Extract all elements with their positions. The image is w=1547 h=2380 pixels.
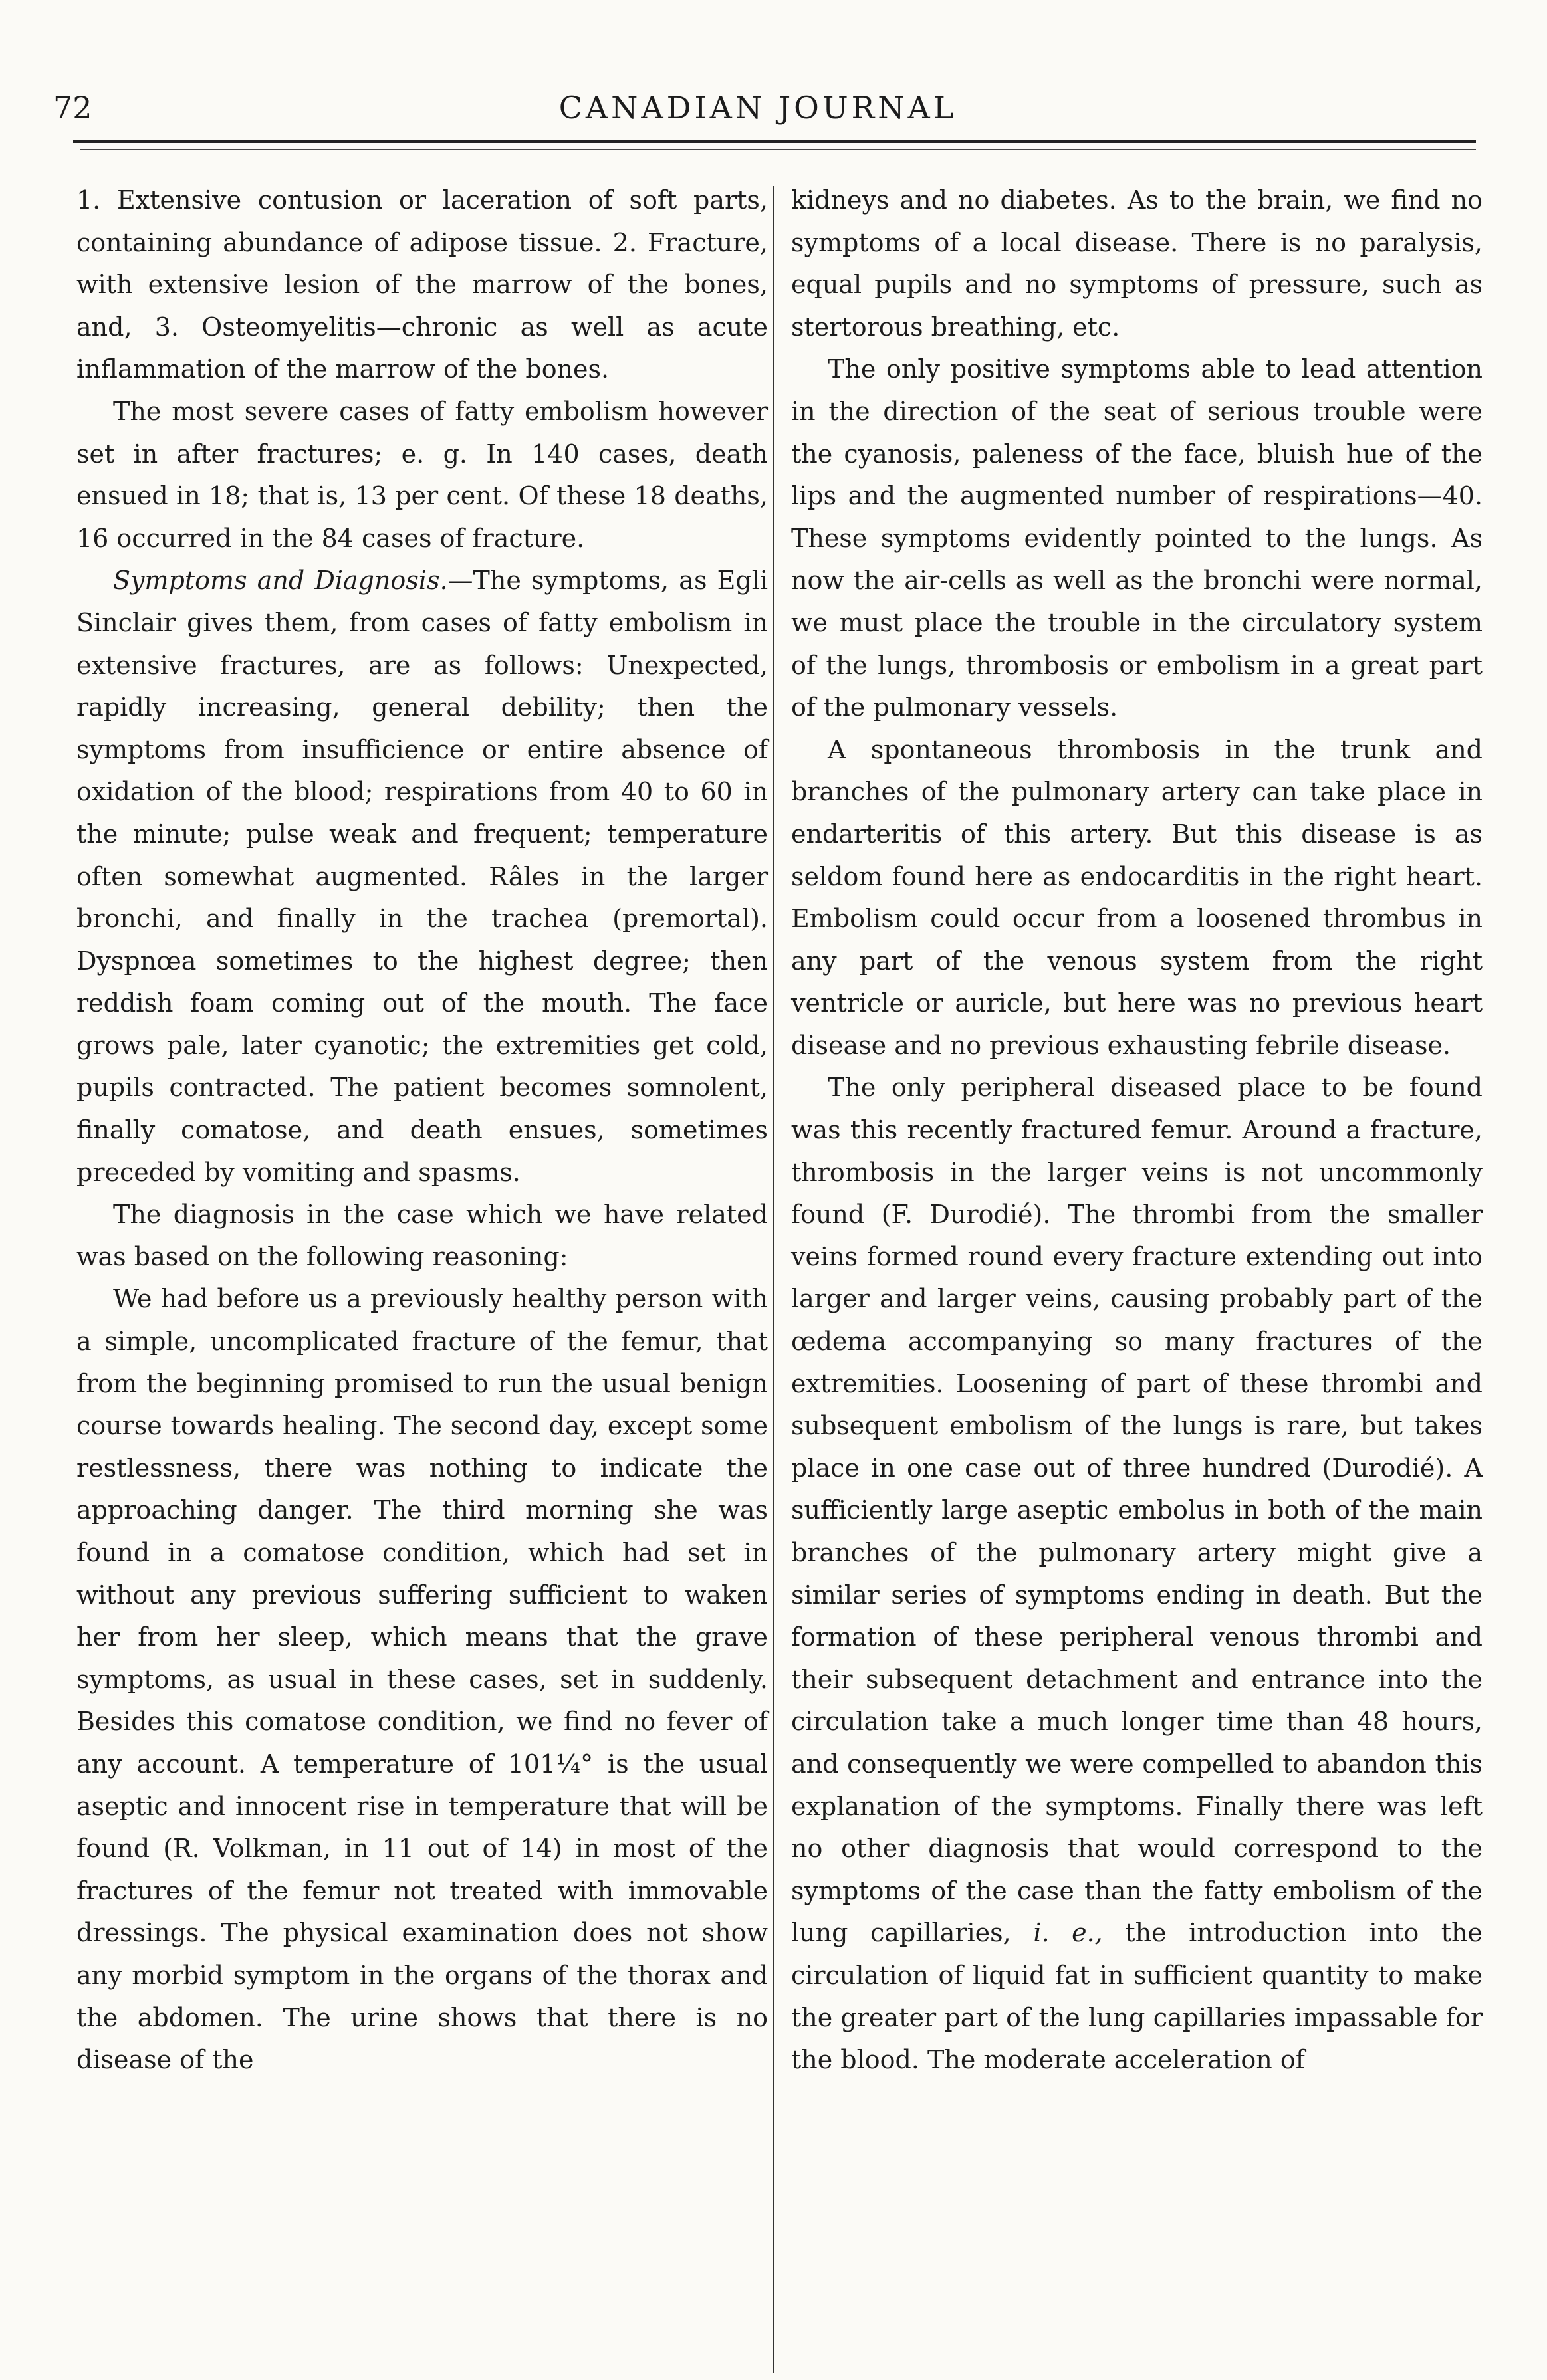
running-title: CANADIAN JOURNAL	[558, 90, 957, 126]
section-heading: Symptoms and Diagnosis.	[113, 566, 448, 595]
paragraph: The most severe cases of fatty embolism however set in after fractures; e. g. In 140 cases, death ensued in 18; that is, 13 per cent. Of these 18 deaths, 16 occurred in the 84 cases of fracture.	[76, 396, 768, 553]
paragraph: We had before us a previously healthy person with a simple, uncomplicated fracture of the femur, that from the beginning promised to run the usual benign course towards healing. The second day, except some restlessness, there was nothing to indicate the approaching danger. The third morning she was found in a comatose condition, which had set in without any previous suffering sufficient to waken her from her sleep, which means that the grave symptoms, as usual in these cases, set in suddenly. Besides this comatose condition, we find no fever of any account. A temperature of 101¼° is the usual aseptic and innocent rise in temperature that will be found (R. Volkman, in 11 out of 14) in most of the fractures of the femur not treated with immovable dressings. The physical examination does not show any morbid symptom in the organs of the thorax and the abdomen. The urine shows that there is no disease of the	[76, 1284, 768, 2075]
paragraph: The diagnosis in the case which we have related was based on the following reasoning:	[76, 1200, 768, 1271]
paragraph-text: the introduction into the circulation of liquid fat in sufficient quantity to make the greater part of the lung capillaries impassable for the blood. The moderate acceleration of	[791, 1918, 1483, 2075]
paragraph: A spontaneous thrombosis in the trunk and branches of the pulmonary artery can take place in endarteritis of this artery. But this disease is as seldom found here as endocarditis in the right heart. Embolism could occur from a loosened thrombus in any part of the venous system from the right ventricle or auricle, but here was no previous heart disease and no previous exhausting febrile disease.	[791, 734, 1483, 1060]
paragraph-text: The only peripheral diseased place to be found was this recently fractured femur. Around a fracture, thrombosis in the larger veins is not uncommonly found (F. Durodié). The thrombi from the smaller veins formed round every fracture extending out into larger and larger veins, causing probably part of the œdema accompanying so many fractures of the extremities. Loosening of part of these thrombi and subsequent embolism of the lungs is rare, but takes place in one case out of three hundred (Durodié). A sufficiently large aseptic embolus in both of the main branches of the pulmonary artery might give a similar series of symptoms ending in death. But the formation of these peripheral venous thrombi and their subsequent detachment and entrance into the circulation take a much longer time than 48 hours, and consequently we were compelled to abandon this explanation of the symptoms. Finally there was left no other diagnosis that would correspond to the symptoms of the case than the fatty embolism of the lung capillaries,	[791, 1073, 1483, 1948]
header-rule-thin	[80, 149, 1476, 150]
paragraph: kidneys and no diabetes. As to the brain, we find no symptoms of a local disease. There is no paralysis, equal pupils and no symptoms of pressure, such as stertorous breathing, etc.	[791, 185, 1483, 342]
paragraph-text: —The symptoms, as Egli Sinclair gives them, from cases of fatty embolism in extensive fractures, are as follows: Unexpected, rapidly increasing, general debility; then the symptoms from insufficience or entire absence of oxidation of the blood; respirations from 40 to 60 in the minute; pulse weak and frequent; temperature often somewhat augmented. Râles in the larger bronchi, and finally in the trachea (premortal). Dyspnœa sometimes to the highest degree; then reddish foam coming out of the mouth. The face grows pale, later cyanotic; the extremities get cold, pupils contracted. The patient becomes somnolent, finally comatose, and death ensues, sometimes preceded by vomiting and spasms.	[76, 566, 768, 1187]
header-rule-thick	[73, 140, 1476, 143]
page-header	[40, 86, 1476, 133]
paragraph-symptoms	[76, 560, 768, 1194]
column-divider	[773, 186, 774, 2373]
paragraph: The only positive symptoms able to lead attention in the direction of the seat of serious trouble were the cyanosis, paleness of the face, bluish hue of the lips and the augmented number of respirations—40. These symptoms evidently pointed to the lungs. As now the air-cells as well as the bronchi were normal, we must place the trouble in the circulatory system of the lungs, thrombosis or embolism in a great part of the pulmonary vessels.	[791, 354, 1483, 722]
page-number: 72	[53, 90, 92, 126]
left-column	[76, 179, 768, 2082]
paragraph: 1. Extensive contusion or laceration of soft parts, containing abundance of adipose tissue. 2. Fracture, with extensive lesion of the marrow of the bones, and, 3. Osteomyelitis—chronic as well as acute inflammation of the marrow of the bones.	[76, 185, 768, 384]
right-column	[791, 179, 1483, 2082]
italic-abbrev: i. e.,	[1033, 1918, 1103, 1948]
paragraph-diagnosis	[791, 1067, 1483, 2081]
